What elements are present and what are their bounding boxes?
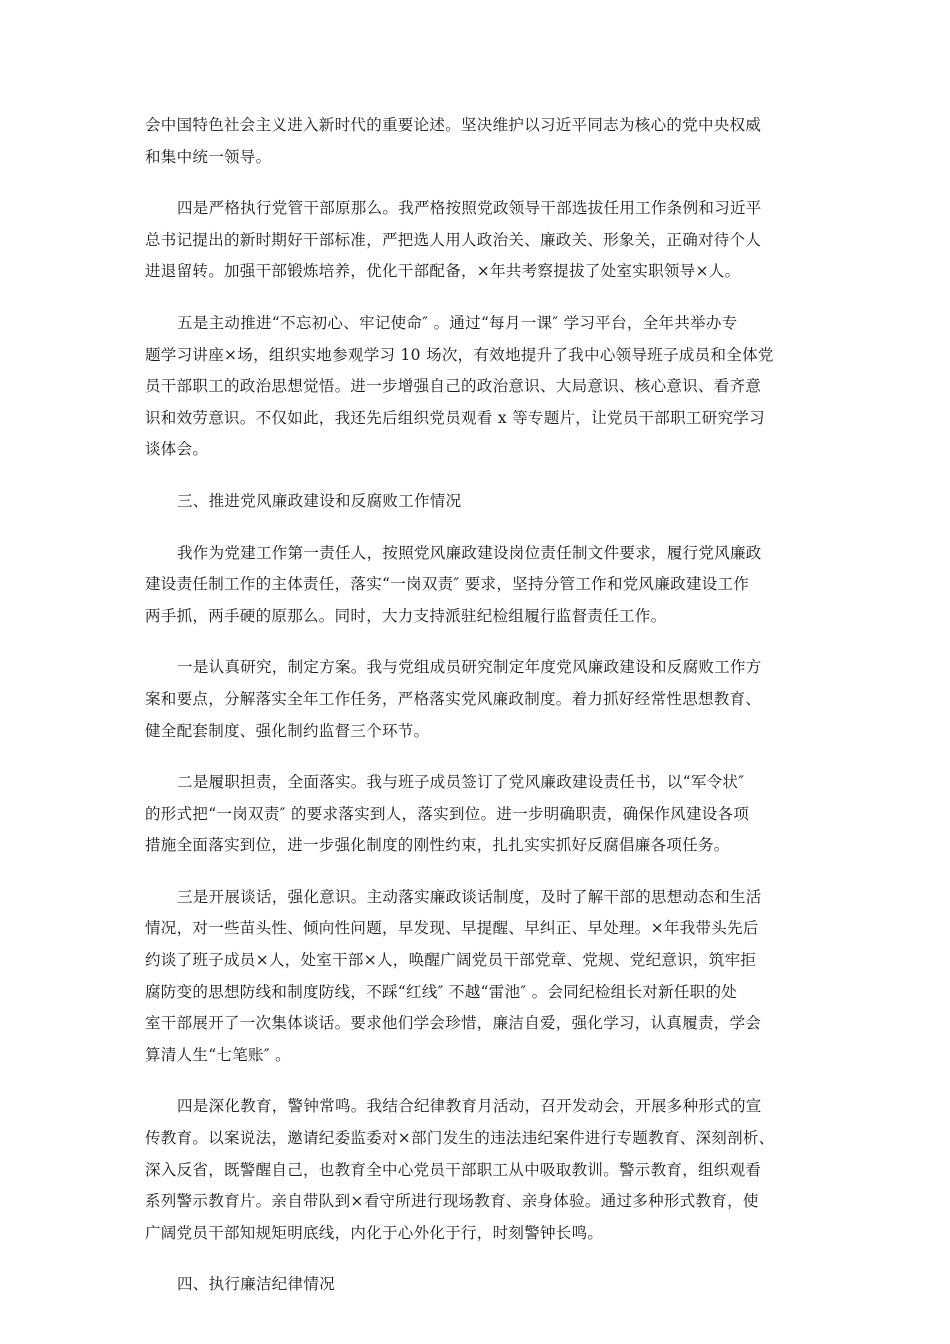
text-line: 谈体会。: [145, 440, 209, 459]
text-line: 系列警示教育片。亲自带队到×看守所进行现场教育、亲身体验。通过多种形式教育，使: [145, 1192, 759, 1211]
paragraph-1: [145, 110, 805, 173]
text-line: 四是深化教育，警钟常鸣。我结合纪律教育月活动，召开发动会，开展多种形式的宣: [177, 1097, 762, 1116]
text-line: 的形式把“一岗双责″ 的要求落实到人，落实到位。进一步明确职责，确保作风建设各项: [145, 804, 750, 823]
text-line: 题学习讲座×场，组织实地参观学习 10 场次，有效地提升了我中心领导班子成员和全体党: [145, 345, 774, 364]
paragraph-7: [145, 767, 805, 862]
text-line: 措施全面落实到位，进一步强化制度的刚性约束，扎扎实实抓好反腐倡廉各项任务。: [145, 836, 730, 855]
text-line: 识和效劳意识。不仅如此，我还先后组织党员观看 x 等专题片，让党员干部职工研究学习: [145, 408, 765, 427]
text-line: 三是开展谈话，强化意识。主动落实廉政谈话制度，及时了解干部的思想动态和生活: [177, 887, 762, 906]
text-line: 和集中统一领导。: [145, 147, 272, 166]
text-line: 腐防变的思想防线和制度防线，不踩“红线″ 不越“雷池″ 。会同纪检组长对新任职的处: [145, 982, 738, 1001]
text-line: 算清人生“七笔账″ 。: [145, 1045, 291, 1064]
text-line: 广阔党员干部知规矩明底线，内化于心外化于行，时刻警钟长鸣。: [145, 1223, 604, 1242]
document-page: [145, 110, 805, 1321]
text-line: 传教育。以案说法，邀请纪委监委对×部门发生的违法违纪案件进行专题教育、深刻剖析、: [145, 1129, 775, 1148]
text-line: 健全配套制度、强化制约监督三个环节。: [145, 721, 430, 740]
section-heading-4: 四、执行廉洁纪律情况: [177, 1275, 336, 1294]
text-line: 约谈了班子成员×人，处室干部×人，唤醒广阔党员干部党章、党规、党纪意识，筑牢拒: [145, 951, 757, 970]
text-line: 员干部职工的政治思想觉悟。进一步增强自己的政治意识、大局意识、核心意识、看齐意: [145, 377, 762, 396]
paragraph-3: [145, 308, 805, 466]
text-line: 深入反省，既警醒自己，也教育全中心党员干部职工从中吸取教训。警示教育，组织观看: [145, 1160, 762, 1179]
text-line: 总书记提出的新时期好干部标准，严把选人用人政治关、廉政关、形象关，正确对待个人: [145, 230, 762, 249]
text-line: 五是主动推进“不忘初心、牢记使命″ 。通过“每月一课″ 学习平台，全年共举办专: [177, 313, 738, 332]
text-line: 室干部展开了一次集体谈话。要求他们学会珍惜，廉洁自爱，强化学习，认真履责，学会: [145, 1014, 762, 1033]
text-line: 我作为党建工作第一责任人，按照党风廉政建设岗位责任制文件要求，履行党风廉政: [177, 543, 762, 562]
text-line: 两手抓，两手硬的原那么。同时，大力支持派驻纪检组履行监督责任工作。: [145, 606, 667, 625]
text-line: 四是严格执行党管干部原那么。我严格按照党政领导干部选拔任用工作条例和习近平: [177, 199, 762, 218]
text-line: 会中国特色社会主义进入新时代的重要论述。坚决维护以习近平同志为核心的党中央权威: [145, 116, 762, 134]
text-line: 案和要点，分解落实全年工作任务，严格落实党风廉政制度。着力抓好经常性思想教育、: [145, 689, 762, 708]
paragraph-6: [145, 652, 805, 747]
text-line: 建设责任制工作的主体责任，落实“一岗双责″ 要求，坚持分管工作和党风廉政建设工作: [145, 575, 750, 594]
text-line: 进退留转。加强干部锻炼培养，优化干部配备，×年共考察提拔了处室实职领导×人。: [145, 262, 741, 281]
paragraph-5: [145, 538, 805, 633]
text-line: 一是认真研究，制定方案。我与党组成员研究制定年度党风廉政建设和反腐败工作方: [177, 658, 762, 677]
paragraph-9: [145, 1091, 805, 1249]
section-heading-3: 三、推进党风廉政建设和反腐败工作情况: [177, 491, 462, 510]
text-line: 二是履职担责，全面落实。我与班子成员签订了党风廉政建设责任书，以“军令状″: [177, 773, 745, 792]
text-line: 情况，对一些苗头性、倾向性问题，早发现、早提醒、早纠正、早处理。×年我带头先后: [145, 919, 759, 938]
paragraph-2: [145, 193, 805, 288]
paragraph-8: [145, 882, 805, 1072]
